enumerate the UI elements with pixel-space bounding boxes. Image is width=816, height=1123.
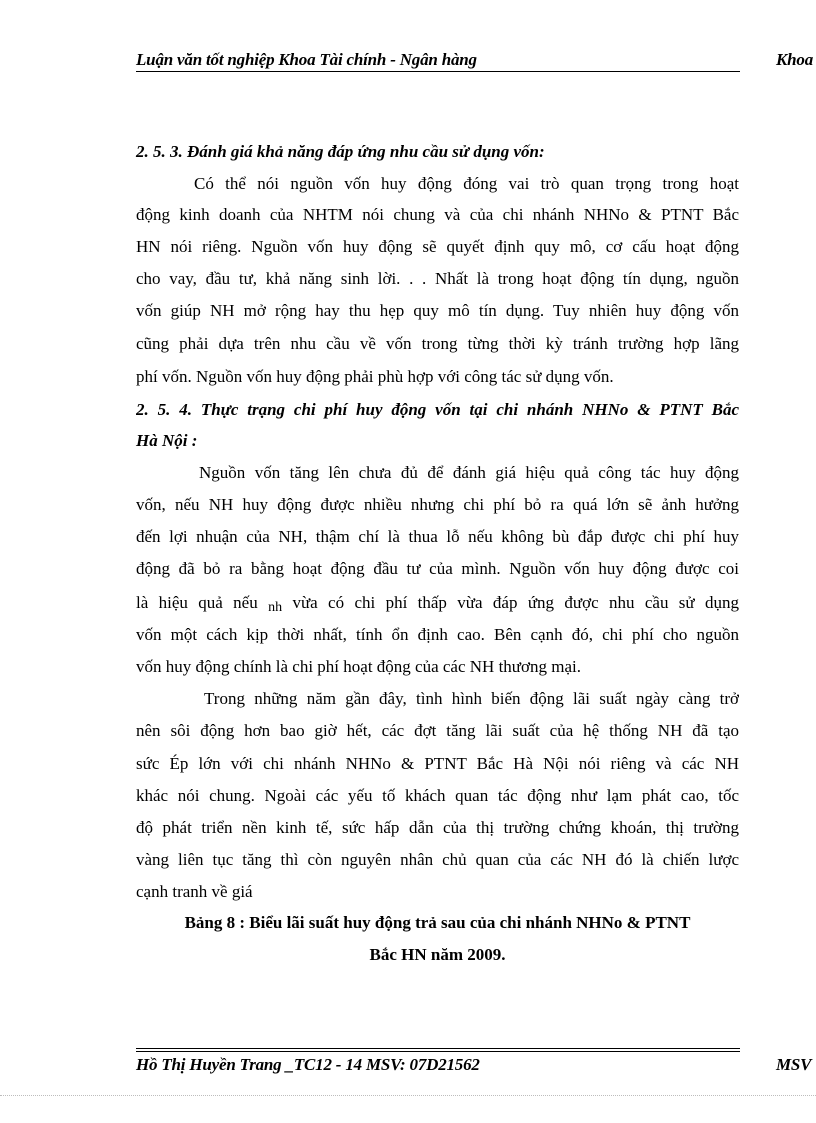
header-right-text: Khoa	[776, 50, 813, 69]
footer-right-text: MSV	[776, 1055, 812, 1074]
paragraph-line: Trong những năm gần đây, tình hình biến động lãi suất ngày càng trở	[204, 689, 739, 708]
inline-small-text: nh	[268, 600, 283, 614]
paragraph-line: phí vốn. Nguồn vốn huy động phải phù hợp với công tác sử dụng vốn.	[136, 367, 614, 386]
table-caption-continued: Bắc HN năm 2009.	[369, 945, 506, 964]
paragraph-line: vốn huy động chính là chi phí hoạt động của các NH thương mại.	[136, 657, 581, 676]
paragraph-line-end: vừa có chi phí thấp vừa đáp ứng được nhu cầu sử dụng	[292, 593, 739, 612]
table-caption: Bảng 8 : Biểu lãi suất huy động trả sau của chi nhánh NHNo & PTNT	[184, 913, 691, 932]
section-heading-2-5-4-continued: Hà Nội :	[136, 431, 198, 450]
paragraph-line: vốn một cách kịp thời nhất, tính ổn định cao. Bên cạnh đó, chi phí cho nguồn	[136, 625, 739, 644]
paragraph-line: nên sôi động hơn bao giờ hết, các đợt tăng lãi suất của hệ thống NH đã tạo	[136, 721, 739, 740]
paragraph-line: khác nói chung. Ngoài các yếu tố khách quan tác động như lạm phát cao, tốc	[136, 786, 739, 805]
paragraph-line: đến lợi nhuận của NH, thậm chí là thua lỗ nếu không bù đắp được chi phí huy	[136, 527, 739, 546]
paragraph-line: cũng phải dựa trên nhu cầu về vốn trong từng thời kỳ tránh trường hợp lãng	[136, 334, 739, 353]
header-rule	[136, 71, 740, 72]
footer-rule-bottom	[136, 1051, 740, 1052]
paragraph-line-start: là hiệu quả nếu	[136, 593, 258, 612]
paragraph-line: động kinh doanh của NHTM nói chung và của chi nhánh NHNo & PTNT Bắc	[136, 205, 739, 224]
paragraph-line	[136, 592, 739, 614]
paragraph-line: vốn giúp NH mở rộng hay thu hẹp quy mô tín dụng. Tuy nhiên huy động vốn	[136, 301, 739, 320]
paragraph-line: Nguồn vốn tăng lên chưa đủ để đánh giá hiệu quả công tác huy động	[199, 463, 739, 482]
header-title: Luận văn tốt nghiệp Khoa Tài chính - Ngân hàng	[136, 50, 477, 69]
paragraph-line: độ phát triển nền kinh tế, sức hấp dẫn của thị trường chứng khoán, thị trường	[136, 818, 739, 837]
paragraph-line: động đã bỏ ra bằng hoạt động đầu tư của mình. Nguồn vốn huy động được coi	[136, 559, 739, 578]
paragraph-line: HN nói riêng. Nguồn vốn huy động sẽ quyết định quy mô, cơ cấu hoạt động	[136, 237, 739, 256]
section-heading-2-5-4: 2. 5. 4. Thực trạng chi phí huy động vốn tại chi nhánh NHNo & PTNT Bắc	[136, 400, 739, 419]
paragraph-line: vàng liên tục tăng thì còn nguyên nhân chủ quan của các NH đó là chiến lược	[136, 850, 739, 869]
page-bottom-dotted-line	[0, 1095, 816, 1096]
paragraph-line: cho vay, đầu tư, khả năng sinh lời. . . Nhất là trong hoạt động tín dụng, nguồn	[136, 269, 739, 288]
paragraph-line: sức Ép lớn với chi nhánh NHNo & PTNT Bắc Hà Nội nói riêng và các NH	[136, 754, 739, 773]
footer-author: Hồ Thị Huyền Trang _TC12 - 14 MSV: 07D21562	[136, 1055, 480, 1074]
section-heading-2-5-3: 2. 5. 3. Đánh giá khả năng đáp ứng nhu cầu sử dụng vốn:	[136, 142, 545, 161]
paragraph-line: vốn, nếu NH huy động được nhiều nhưng chi phí bỏ ra quá lớn sẽ ảnh hưởng	[136, 495, 739, 514]
paragraph-line: cạnh tranh về giá	[136, 882, 253, 901]
footer-rule-top	[136, 1048, 740, 1049]
paragraph-line: Có thể nói nguồn vốn huy động đóng vai trò quan trọng trong hoạt	[194, 174, 739, 193]
